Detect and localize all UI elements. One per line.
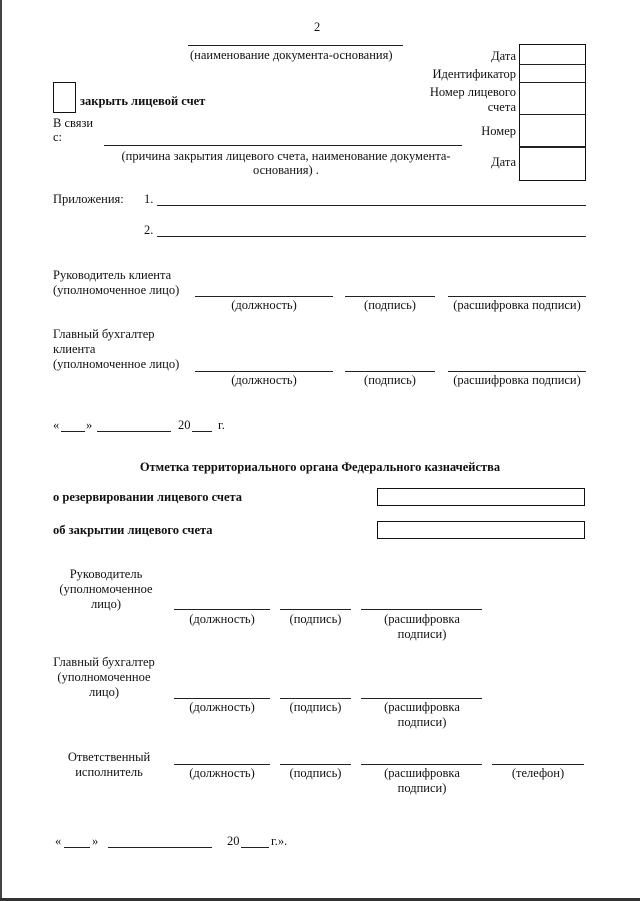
signature-line[interactable] — [345, 296, 435, 297]
attachment-line[interactable] — [157, 236, 586, 237]
final-date-month-line[interactable] — [108, 847, 212, 848]
close-account-checkbox[interactable] — [53, 82, 76, 113]
date-year-suffix: г. — [218, 418, 225, 432]
signature-line[interactable] — [280, 764, 351, 765]
final-date-year-line[interactable] — [241, 847, 269, 848]
reservation-field[interactable] — [377, 488, 585, 506]
signature-caption: (подпись) — [364, 373, 416, 387]
account-number-label: Номер лицевого счета — [429, 85, 516, 114]
date2-label: Дата — [491, 155, 516, 169]
phone-caption: (телефон) — [511, 766, 565, 780]
reason-label: В связи с: — [53, 116, 94, 144]
signature-decoding-caption: (расшифровка подписи) — [453, 298, 581, 312]
treasury-executor-label: Ответственный исполнитель — [67, 750, 151, 779]
date-label: Дата — [491, 49, 516, 63]
signature-caption: (подпись) — [289, 700, 342, 714]
codes-row-divider — [519, 146, 586, 148]
identifier-label: Идентификатор — [432, 67, 516, 81]
position-caption: (должность) — [189, 612, 255, 626]
reason-line[interactable] — [104, 145, 462, 146]
number-label: Номер — [481, 124, 516, 138]
signature-decoding-line[interactable] — [448, 296, 586, 297]
close-account-label: закрыть лицевой счет — [80, 94, 206, 108]
signature-caption: (подпись) — [364, 298, 416, 312]
signature-decoding-caption: (расшифровка подписи) — [384, 700, 460, 729]
final-date-day-line[interactable] — [64, 847, 90, 848]
attachments-label: Приложения: — [53, 192, 124, 206]
closing-field[interactable] — [377, 521, 585, 539]
closing-label: об закрытии лицевого счета — [53, 523, 213, 537]
codes-row-divider — [519, 114, 586, 115]
signature-decoding-caption: (расшифровка подписи) — [384, 766, 460, 795]
position-line[interactable] — [174, 698, 270, 699]
signature-line[interactable] — [280, 609, 351, 610]
date-day-line[interactable] — [61, 431, 85, 432]
signature-decoding-line[interactable] — [361, 609, 482, 610]
attachment-number: 1. — [144, 192, 154, 206]
phone-line[interactable] — [492, 764, 584, 765]
signature-line[interactable] — [280, 698, 351, 699]
position-line[interactable] — [195, 296, 333, 297]
position-caption: (должность) — [231, 373, 297, 387]
treasury-head-label: Руководитель (уполномоченное лицо) — [59, 567, 153, 611]
final-date-year-suffix: г.». — [271, 834, 288, 848]
treasury-title: Отметка территориального органа Федерального казначейства — [139, 460, 501, 474]
signature-decoding-caption: (расшифровка подписи) — [453, 373, 581, 387]
reservation-label: о резервировании лицевого счета — [53, 490, 243, 504]
position-caption: (должность) — [189, 700, 255, 714]
client-head-label: Руководитель клиента (уполномоченное лицо) — [53, 268, 180, 297]
basis-doc-line[interactable] — [188, 45, 403, 46]
signature-caption: (подпись) — [289, 612, 342, 626]
signature-caption: (подпись) — [289, 766, 342, 780]
final-date-year-prefix: 20 — [227, 834, 240, 848]
reason-caption: (причина закрытия лицевого счета, наименование документа-основания) . — [121, 149, 451, 177]
signature-decoding-line[interactable] — [448, 371, 586, 372]
date-year-prefix: 20 — [178, 418, 191, 432]
signature-decoding-caption: (расшифровка подписи) — [384, 612, 460, 641]
position-line[interactable] — [195, 371, 333, 372]
date-year-line[interactable] — [192, 431, 212, 432]
date-open-quote: « — [53, 418, 60, 432]
position-caption: (должность) — [189, 766, 255, 780]
client-accountant-label: Главный бухгалтер клиента (уполномоченное лицо) — [53, 327, 180, 371]
position-line[interactable] — [174, 764, 270, 765]
date-close-quote: » — [86, 418, 93, 432]
treasury-accountant-label: Главный бухгалтер (уполномоченное лицо) — [53, 655, 155, 699]
final-date-open-quote: « — [55, 834, 62, 848]
scan-left-edge — [0, 0, 2, 901]
codes-row-divider — [519, 64, 586, 65]
signature-decoding-line[interactable] — [361, 764, 482, 765]
page-number: 2 — [314, 20, 321, 34]
basis-doc-caption: (наименование документа-основания) — [190, 48, 393, 62]
position-line[interactable] — [174, 609, 270, 610]
codes-row-divider — [519, 82, 586, 83]
signature-decoding-line[interactable] — [361, 698, 482, 699]
signature-line[interactable] — [345, 371, 435, 372]
attachment-line[interactable] — [157, 205, 586, 206]
attachment-number: 2. — [144, 223, 154, 237]
date-month-line[interactable] — [97, 431, 171, 432]
position-caption: (должность) — [231, 298, 297, 312]
final-date-close-quote: » — [92, 834, 99, 848]
